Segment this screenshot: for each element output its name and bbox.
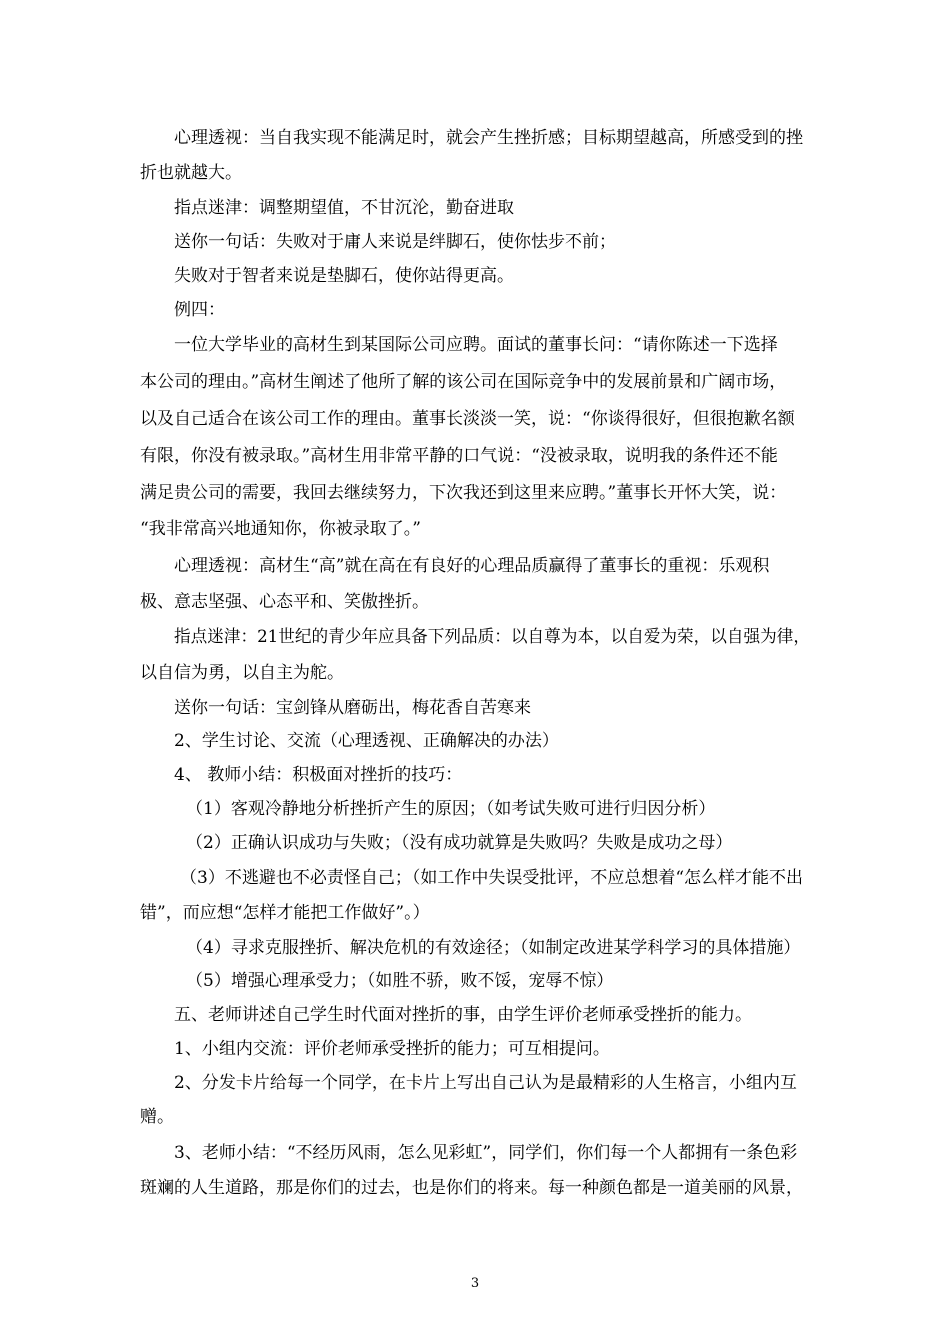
paragraph-line: 五、老师讲述自己学生时代面对挫折的事，由学生评价老师承受挫折的能力。 <box>174 1005 752 1025</box>
list-item: （3）不逃避也不必责怪自己；（如工作中失误受批评，不应总想着“怎么样才能不出 <box>180 868 804 888</box>
paragraph-line: 赠。 <box>140 1107 174 1127</box>
paragraph-line: 以自信为勇，以自主为舵。 <box>140 663 344 683</box>
list-item: （5）增强心理承受力；（如胜不骄，败不馁，宠辱不惊） <box>186 971 614 991</box>
paragraph-line: 4、 教师小结：积极面对挫折的技巧： <box>174 765 463 785</box>
paragraph-line: 2、学生讨论、交流（心理透视、正确解决的办法） <box>174 731 559 751</box>
paragraph-line: 失败对于智者来说是垫脚石，使你站得更高。 <box>174 266 514 286</box>
list-item: （2）正确认识成功与失败；（没有成功就算是失败吗？失败是成功之母） <box>186 833 733 853</box>
paragraph-line: 指点迷津：21世纪的青少年应具备下列品质：以自尊为本，以自爱为荣，以自强为律， <box>174 627 811 647</box>
paragraph-line: 折也就越大。 <box>140 163 242 183</box>
paragraph-line: 本公司的理由。”高材生阐述了他所了解的该公司在国际竞争中的发展前景和广阔市场， <box>140 372 787 392</box>
paragraph-line: 3、老师小结：“不经历风雨，怎么见彩虹”，同学们，你们每一个人都拥有一条色彩 <box>174 1143 798 1163</box>
list-item: （4）寻求克服挫折、解决危机的有效途径；（如制定改进某学科学习的具体措施） <box>186 938 801 958</box>
section-label: 例四： <box>174 300 225 320</box>
paragraph-line: 有限，你没有被录取。”高材生用非常平静的口气说：“没被录取，说明我的条件还不能 <box>140 446 778 466</box>
paragraph-line: 满足贵公司的需要，我回去继续努力，下次我还到这里来应聘。”董事长开怀大笑，说： <box>140 483 787 503</box>
paragraph-line: 1、小组内交流：评价老师承受挫折的能力；可互相提问。 <box>174 1039 610 1059</box>
paragraph-line: 一位大学毕业的高材生到某国际公司应聘。面试的董事长问：“请你陈述一下选择 <box>174 335 778 355</box>
paragraph-line: 极、意志坚强、心态平和、笑傲挫折。 <box>140 592 429 612</box>
paragraph-line: 2、分发卡片给每一个同学，在卡片上写出自己认为是最精彩的人生格言，小组内互 <box>174 1073 797 1093</box>
paragraph-line: 错”，而应想“怎样才能把工作做好”。） <box>140 903 430 923</box>
paragraph-line: 斑斓的人生道路，那是你们的过去，也是你们的将来。每一种颜色都是一道美丽的风景， <box>140 1178 803 1198</box>
page-number: 3 <box>470 1276 480 1291</box>
paragraph-line: 指点迷津：调整期望值，不甘沉沦，勤奋进取 <box>174 198 514 218</box>
paragraph-line: 送你一句话：失败对于庸人来说是绊脚石，使你怯步不前； <box>174 232 616 252</box>
list-item: （1）客观冷静地分析挫折产生的原因；（如考试失败可进行归因分析） <box>186 799 716 819</box>
paragraph-line: 心理透视：高材生“高”就在高在有良好的心理品质赢得了董事长的重视：乐观积 <box>174 556 770 576</box>
paragraph-line: “我非常高兴地通知你，你被录取了。” <box>140 519 421 539</box>
paragraph-line: 以及自己适合在该公司工作的理由。董事长淡淡一笑，说：“你谈得很好，但很抱歉名额 <box>140 409 795 429</box>
paragraph-line: 心理透视：当自我实现不能满足时，就会产生挫折感；目标期望越高，所感受到的挫 <box>174 128 803 148</box>
paragraph-line: 送你一句话：宝剑锋从磨砺出，梅花香自苦寒来 <box>174 698 531 718</box>
